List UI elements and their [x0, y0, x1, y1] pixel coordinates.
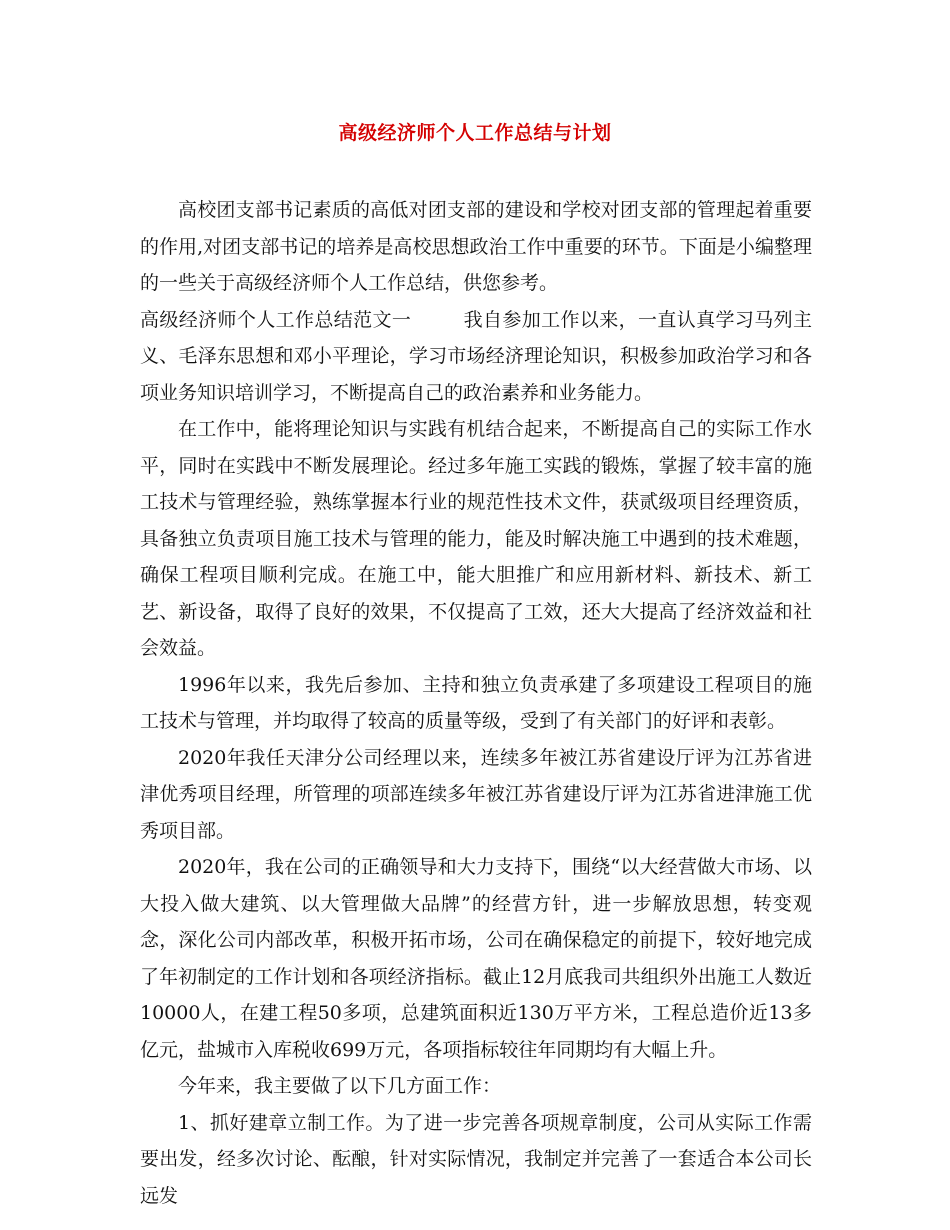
paragraph-tianjin: 2020年我任天津分公司经理以来，连续多年被江苏省建设厅评为江苏省进津优秀项目经理，所管理的项部连续多年被江苏省建设厅评为江苏省进津施工优秀项目部。	[140, 746, 812, 842]
paragraph-sample-one	[140, 302, 812, 412]
paragraph-this-year: 今年来，我主要做了以下几方面工作：	[178, 1075, 502, 1097]
paragraph-practice: 在工作中，能将理论知识与实践有机结合起来，不断提高自己的实际工作水平，同时在实践中不断发展理论。经过多年施工实践的锻炼，掌握了较丰富的施工技术与管理经验，熟练掌握本行业的规范性技术文件，获贰级项目经理资质，具备独立负责项目施工技术与管理的能力，能及时解决施工中遇到的技术难题，确保工程项目顺利完成。在施工中，能大胆推广和应用新材料、新技术、新工艺、新设备，取得了良好的效果，不仅提高了工效，还大大提高了经济效益和社会效益。	[140, 418, 812, 659]
document-body	[140, 192, 812, 1214]
sample-heading: 高级经济师个人工作总结范文一	[140, 308, 412, 331]
paragraph-intro: 高校团支部书记素质的高低对团支部的建设和学校对团支部的管理起着重要的作用,对团支部书记的培养是高校思想政治工作中重要的环节。下面是小编整理的一些关于高级经济师个人工作总结，供您参考。	[140, 199, 812, 294]
paragraph-2020: 2020年，我在公司的正确领导和大力支持下，围绕“以大经营做大市场、以大投入做大建筑、以大管理做大品牌”的经营方针，进一步解放思想，转变观念，深化公司内部改革，积极开拓市场，公司在确保稳定的前提下，较好地完成了年初制定的工作计划和各项经济指标。截止12月底我司共组织外出施工人数近10000人，在建工程50多项，总建筑面积近130万平方米，工程总造价近13多亿元，盐城市入库税收699万元，各项指标较往年同期均有大幅上升。	[140, 856, 812, 1061]
document-title: 高级经济师个人工作总结与计划	[338, 122, 612, 144]
paragraph-item-1: 1、抓好建章立制工作。为了进一步完善各项规章制度，公司从实际工作需要出发，经多次讨论、酝酿，针对实际情况，我制定并完善了一套适合本公司长远发	[140, 1111, 812, 1207]
paragraph-1996: 1996年以来，我先后参加、主持和独立负责承建了多项建设工程项目的施工技术与管理，并均取得了较高的质量等级，受到了有关部门的好评和表彰。	[140, 673, 812, 732]
sample-text: 我自参加工作以来，一直认真学习马列主义、毛泽东思想和邓小平理论，学习市场经济理论知识，积极参加政治学习和各项业务知识培训学习，不断提高自己的政治素养和业务能力。	[140, 308, 812, 404]
